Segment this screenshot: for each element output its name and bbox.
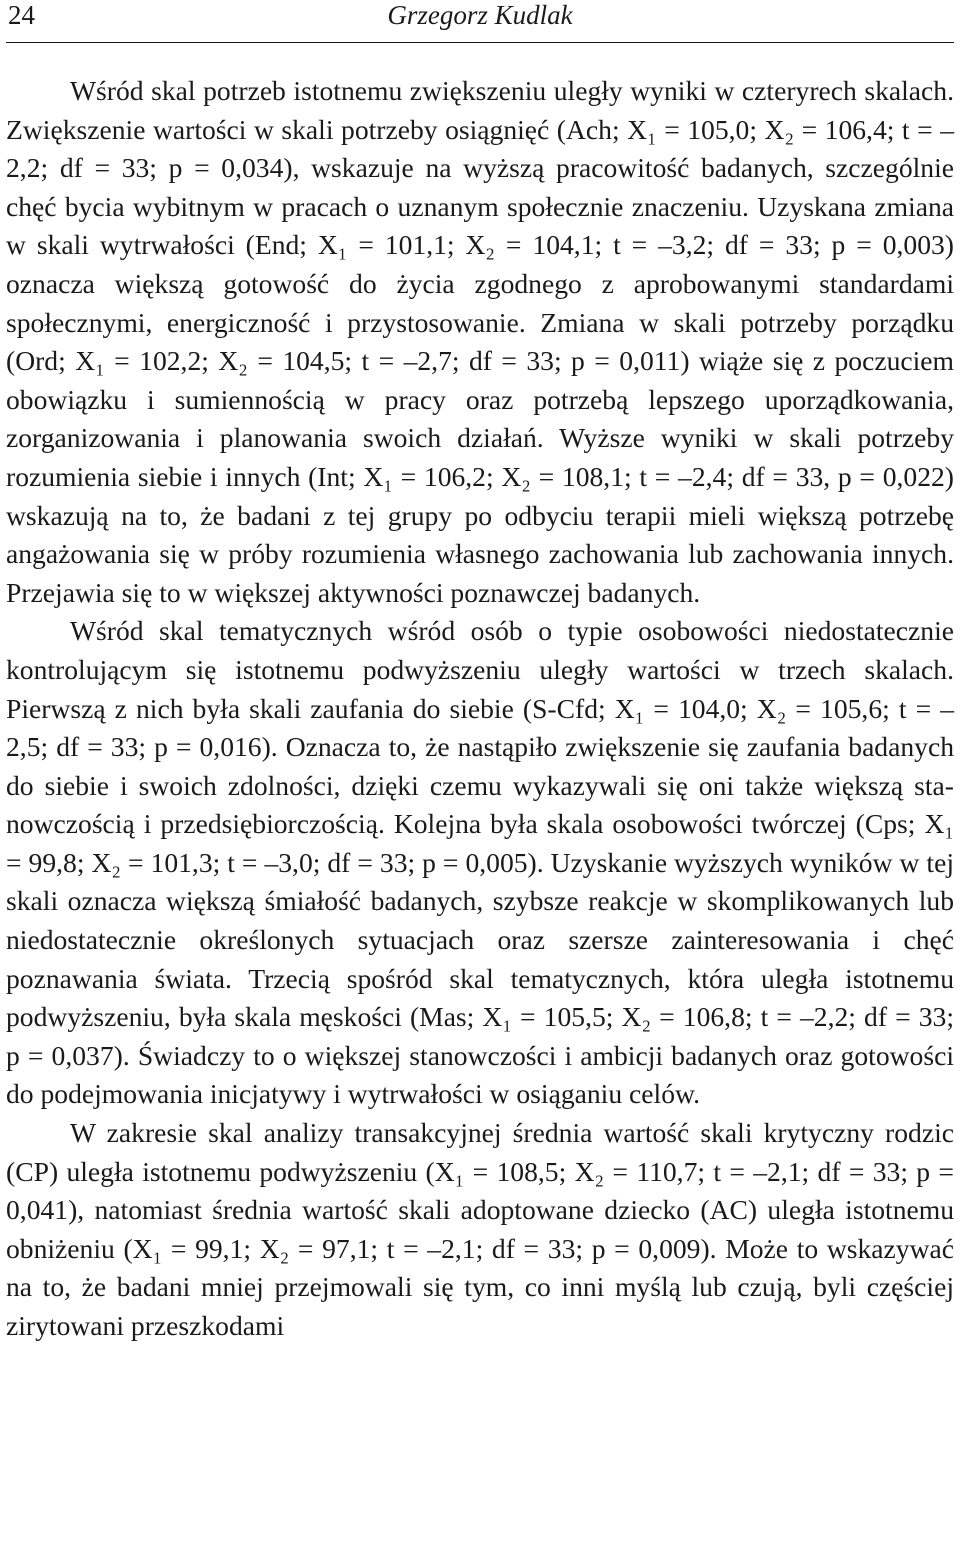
paragraph-transactional-analysis: W zakresie skal analizy transakcyjnej średnia wartość skali krytyczny rodzic (CP) uległa istotnemu podwyższeniu (X₁ = 108,5; X₂ = 110,7; t = –2,1; df = 33; p = 0,041), natomiast średnia wartość skali adoptowane dziecko (AC) uległa istotnemu obniżeniu (X₁ = 99,1; X₂ = 97,1; t = –2,1; df = 33; p = 0,009). Może to wskazywać na to, że badani mniej przejmowali się tym, co inni myślą lub czują, byli częściej zirytowani przeszkodami — [6, 1117, 954, 1341]
page-header — [6, 0, 954, 44]
header-divider — [6, 42, 954, 43]
body-text — [6, 72, 954, 1346]
paragraph-thematic-scales: Wśród skal tematycznych wśród osób o typie osobowości niedostatecznie kontrolującym się istotnemu podwyższeniu uległy wartości w trzech skalach. Pierwszą z nich była skali zaufania do siebie (S-Cfd; X₁ = 104,0; X₂ = 105,6; t = –2,5; df = 33; p = 0,016). Oznacza to, że nastąpiło zwiększenie się zaufania badanych do siebie i swoich zdolności, dzięki czemu wykazywali się oni także większą stanowczością i przedsiębiorczością. Kolejna była skala osobowości twórczej (Cps; X₁ = 99,8; X₂ = 101,3; t = –3,0; df = 33; p = 0,005). Uzyskanie wyższych wyników w tej skali oznacza większą śmiałość badanych, szybsze reakcje w skomplikowanych lub niedostatecznie określonych sytuacjach oraz szersze zainteresowania i chęć poznawania świata. Trzecią spośród skal tematycznych, która uległa istotnemu podwyższeniu, była skala męskości (Mas; X₁ = 105,5; X₂ = 106,8; t = –2,2; df = 33; p = 0,037). Świadczy to o większej stanowczości i ambicji badanych oraz gotowości do podejmowania inicjatywy i wytrwałości w osiąganiu celów. — [6, 615, 954, 1110]
paragraph-needs-scales: Wśród skal potrzeb istotnemu zwiększeniu uległy wyniki w czteryrech skalach. Zwiększenie wartości w skali potrzeby osiągnięć (Ach; X₁ = 105,0; X₂ = 106,4; t = –2,2; df = 33; p = 0,034), wskazuje na wyższą pracowitość badanych, szczególnie chęć bycia wybitnym w pracach o uznanym społecznie znaczeniu. Uzyskana zmiana w skali wytrwałości (End; X₁ = 101,1; X₂ = 104,1; t = –3,2; df = 33; p = 0,003) oznacza większą gotowość do życia zgodnego z aprobowanymi standardami społecznymi, energiczność i przystosowanie. Zmiana w skali potrzeby porządku (Ord; X₁ = 102,2; X₂ = 104,5; t = –2,7; df = 33; p = 0,011) wiąże się z poczuciem obowiązku i sumiennością w pracy oraz potrzebą lepszego uporządkowania, zorganizowania i planowania swoich działań. Wyższe wyniki w skali potrzeby rozumienia siebie i innych (Int; X₁ = 106,2; X₂ = 108,1; t = –2,4; df = 33, p = 0,022) wskazują na to, że badani z tej grupy po odbyciu terapii mieli większą potrzebę angażowania się w próby rozumienia własnego zachowania lub zachowania innych. Przejawia się to w większej aktywności poznawczej badanych. — [6, 75, 954, 608]
running-head-author: Grzegorz Kudlak — [387, 0, 573, 30]
book-page — [6, 0, 954, 1346]
page-number: 24 — [8, 0, 35, 30]
